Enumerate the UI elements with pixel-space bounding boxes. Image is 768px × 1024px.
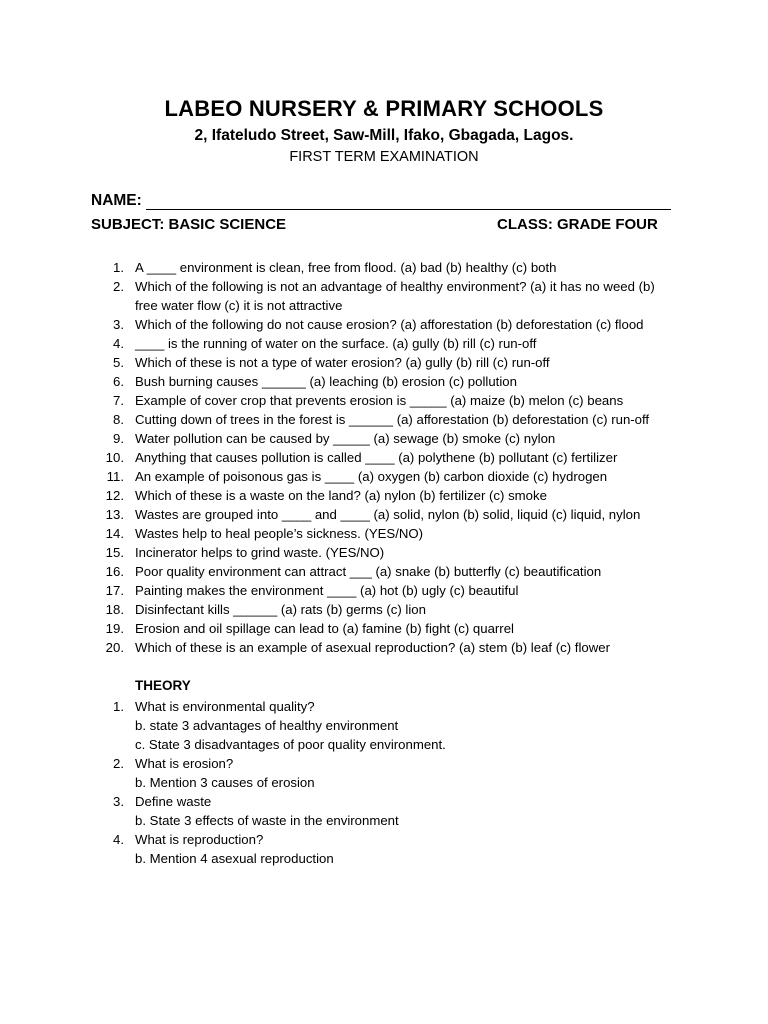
question-number: 3. [113, 317, 124, 332]
question-text: Painting makes the environment ____ (a) hot (b) ugly (c) beautiful [135, 583, 519, 598]
question-number: 10. [105, 450, 124, 465]
question-item [0, 619, 768, 638]
question-number: 14. [105, 526, 124, 541]
name-label: NAME: [91, 192, 142, 209]
question-number: 16. [105, 564, 124, 579]
question-item [0, 505, 768, 524]
objective-questions [0, 258, 768, 657]
question-item [0, 315, 768, 334]
question-number: 6. [113, 374, 124, 389]
question-item [0, 429, 768, 448]
question-number: 2. [113, 279, 124, 294]
theory-line: b. Mention 3 causes of erosion [135, 775, 315, 790]
theory-line: b. State 3 effects of waste in the environment [135, 813, 399, 828]
question-item [0, 543, 768, 562]
question-text: Which of these is an example of asexual reproduction? (a) stem (b) leaf (c) flower [135, 640, 610, 655]
question-text: Incinerator helps to grind waste. (YES/NO) [135, 545, 385, 560]
question-text: Example of cover crop that prevents erosion is _____ (a) maize (b) melon (c) beans [135, 393, 624, 408]
question-number: 5. [113, 355, 124, 370]
question-text: Wastes help to heal people’s sickness. (YES/NO) [135, 526, 424, 541]
question-item [0, 258, 768, 277]
question-text: An example of poisonous gas is ____ (a) oxygen (b) carbon dioxide (c) hydrogen [135, 469, 608, 484]
theory-number: 4. [113, 832, 124, 847]
theory-heading: THEORY [135, 678, 191, 693]
question-item [0, 277, 768, 315]
question-text: Disinfectant kills ______ (a) rats (b) germs (c) lion [135, 602, 426, 617]
question-item [0, 562, 768, 581]
theory-item [0, 830, 768, 868]
theory-questions [0, 697, 768, 868]
theory-item [0, 792, 768, 830]
question-item [0, 410, 768, 429]
question-text: Anything that causes pollution is called ____ (a) polythene (b) pollutant (c) fertilizer [135, 450, 618, 465]
name-blank-line [146, 195, 671, 210]
question-item [0, 372, 768, 391]
school-name: LABEO NURSERY & PRIMARY SCHOOLS [164, 96, 604, 121]
theory-item [0, 697, 768, 754]
question-text: Wastes are grouped into ____ and ____ (a) solid, nylon (b) solid, liquid (c) liquid, nylon [135, 507, 641, 522]
exam-title: FIRST TERM EXAMINATION [289, 149, 479, 165]
question-text: Which of the following do not cause erosion? (a) afforestation (b) deforestation (c) flood [135, 317, 644, 332]
theory-number: 3. [113, 794, 124, 809]
question-text: Water pollution can be caused by _____ (a) sewage (b) smoke (c) nylon [135, 431, 556, 446]
question-text: Cutting down of trees in the forest is ______ (a) afforestation (b) deforestation (c) run-off [135, 412, 650, 427]
theory-line: b. Mention 4 asexual reproduction [135, 851, 334, 866]
question-number: 17. [105, 583, 124, 598]
question-text: Which of the following is not an advantage of healthy environment? (a) it has no weed (b) free water flow (c) it is not attractive [135, 279, 655, 313]
question-text: A ____ environment is clean, free from flood. (a) bad (b) healthy (c) both [135, 260, 557, 275]
question-item [0, 600, 768, 619]
question-text: Which of these is a waste on the land? (a) nylon (b) fertilizer (c) smoke [135, 488, 547, 503]
theory-line: What is environmental quality? [135, 699, 315, 714]
theory-item [0, 754, 768, 792]
theory-line: b. state 3 advantages of healthy environment [135, 718, 399, 733]
question-number: 7. [113, 393, 124, 408]
theory-number: 1. [113, 699, 124, 714]
theory-line: What is erosion? [135, 756, 234, 771]
question-text: Erosion and oil spillage can lead to (a) famine (b) fight (c) quarrel [135, 621, 514, 636]
question-text: ____ is the running of water on the surface. (a) gully (b) rill (c) run-off [135, 336, 537, 351]
school-address: 2, Ifateludo Street, Saw-Mill, Ifako, Gbagada, Lagos. [194, 127, 574, 144]
question-item [0, 467, 768, 486]
question-number: 15. [105, 545, 124, 560]
theory-line: c. State 3 disadvantages of poor quality environment. [135, 737, 446, 752]
class-label: CLASS: GRADE FOUR [497, 216, 658, 233]
question-number: 12. [105, 488, 124, 503]
question-item [0, 353, 768, 372]
question-number: 1. [113, 260, 124, 275]
question-number: 13. [105, 507, 124, 522]
question-text: Which of these is not a type of water erosion? (a) gully (b) rill (c) run-off [135, 355, 550, 370]
question-text: Bush burning causes ______ (a) leaching (b) erosion (c) pollution [135, 374, 517, 389]
name-row [91, 192, 671, 210]
question-item [0, 448, 768, 467]
question-number: 4. [113, 336, 124, 351]
question-number: 9. [113, 431, 124, 446]
question-item [0, 391, 768, 410]
subject-label: SUBJECT: BASIC SCIENCE [91, 216, 287, 233]
theory-line: Define waste [135, 794, 212, 809]
question-number: 18. [105, 602, 124, 617]
theory-line: What is reproduction? [135, 832, 264, 847]
question-number: 19. [105, 621, 124, 636]
question-item [0, 524, 768, 543]
question-number: 11. [106, 469, 124, 484]
question-text: Poor quality environment can attract ___ (a) snake (b) butterfly (c) beautification [135, 564, 602, 579]
theory-number: 2. [113, 756, 124, 771]
question-number: 20. [105, 640, 124, 655]
question-number: 8. [113, 412, 124, 427]
subject-row [91, 216, 658, 233]
question-item [0, 486, 768, 505]
question-item [0, 581, 768, 600]
question-item [0, 334, 768, 353]
question-item [0, 638, 768, 657]
